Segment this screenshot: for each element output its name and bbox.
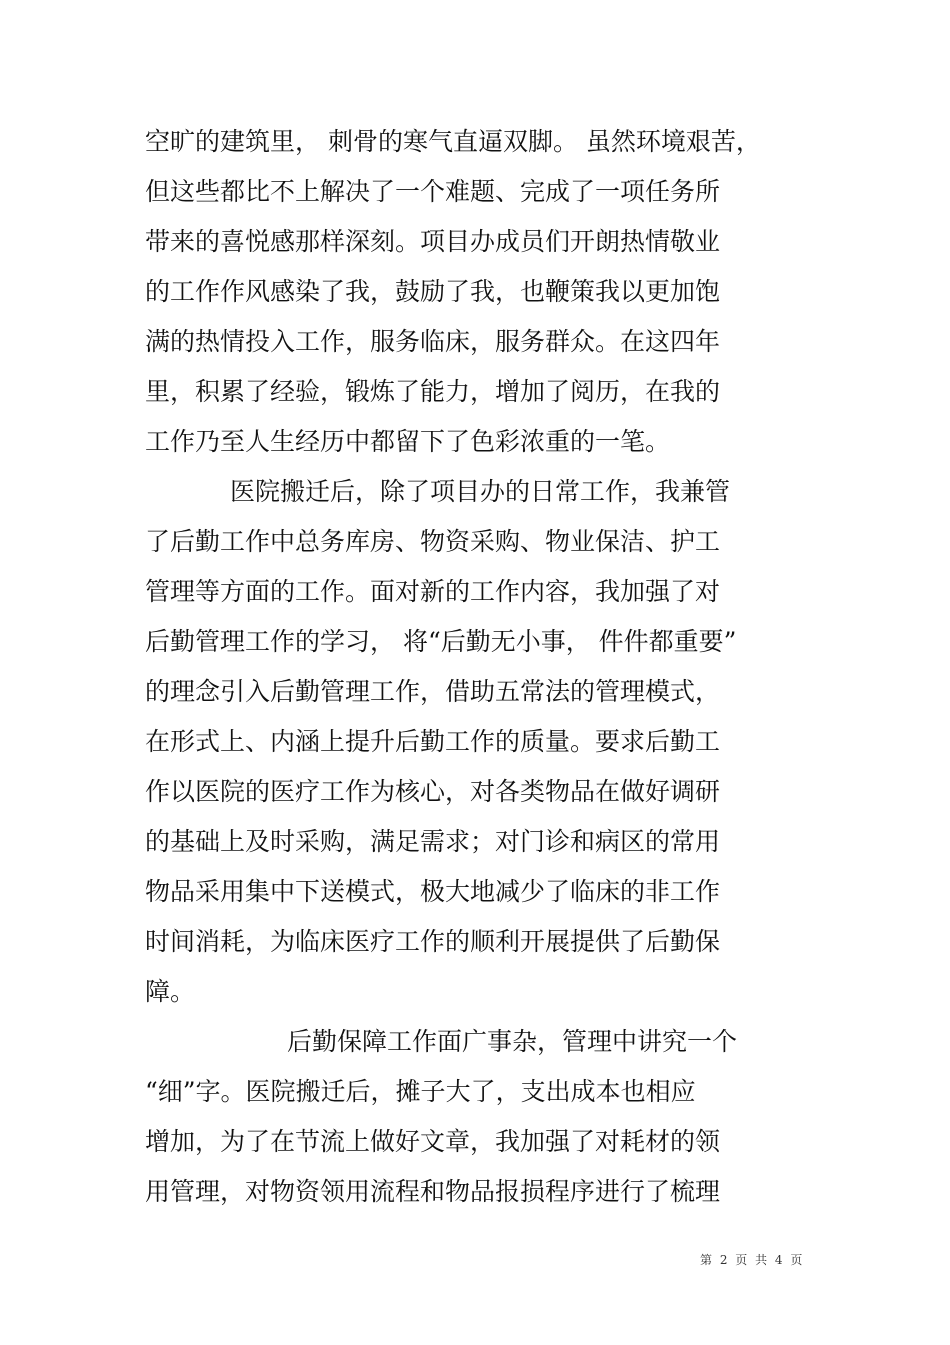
text-line: 空旷的建筑里， 刺骨的寒气直逼双脚。 虽然环境艰苦， — [145, 127, 761, 156]
text-line: 里，积累了经验，锻炼了能力，增加了阅历，在我的 — [145, 377, 721, 406]
text-line: 障。 — [145, 977, 196, 1006]
text-line: 但这些都比不上解决了一个难题、完成了一项任务所 — [145, 177, 721, 206]
text-line: 增加，为了在节流上做好文章，我加强了对耗材的领 — [145, 1127, 721, 1156]
text-line: 的理念引入后勤管理工作，借助五常法的管理模式， — [145, 677, 721, 706]
text-line: 后勤管理工作的学习， 将“后勤无小事， 件件都重要” — [145, 627, 737, 656]
text-line: 了后勤工作中总务库房、物资采购、物业保洁、护工 — [145, 527, 721, 556]
text-line: 在形式上、内涵上提升后勤工作的质量。要求后勤工 — [145, 727, 721, 756]
text-line: 的基础上及时采购，满足需求；对门诊和病区的常用 — [145, 827, 721, 856]
text-line: 用管理，对物资领用流程和物品报损程序进行了梳理 — [145, 1177, 721, 1206]
text-line: 作以医院的医疗工作为核心，对各类物品在做好调研 — [145, 777, 721, 806]
paragraph-first-line: 医院搬迁后，除了项目办的日常工作，我兼管 — [230, 477, 731, 506]
text-line: 时间消耗，为临床医疗工作的顺利开展提供了后勤保 — [145, 927, 721, 956]
text-line: 带来的喜悦感那样深刻。项目办成员们开朗热情敬业 — [145, 227, 721, 256]
text-line: 满的热情投入工作，服务临床，服务群众。在这四年 — [145, 327, 721, 356]
text-line: 的工作作风感染了我，鼓励了我，也鞭策我以更加饱 — [145, 277, 721, 306]
page-number: 第 2 页 共 4 页 — [700, 1253, 805, 1267]
text-line: “细”字。医院搬迁后，摊子大了，支出成本也相应 — [145, 1077, 696, 1106]
text-line: 物品采用集中下送模式，极大地减少了临床的非工作 — [145, 877, 721, 906]
paragraph-first-line: 后勤保障工作面广事杂，管理中讲究一个 — [287, 1027, 738, 1056]
text-line: 管理等方面的工作。面对新的工作内容，我加强了对 — [145, 577, 721, 606]
text-line: 工作乃至人生经历中都留下了色彩浓重的一笔。 — [145, 427, 671, 456]
